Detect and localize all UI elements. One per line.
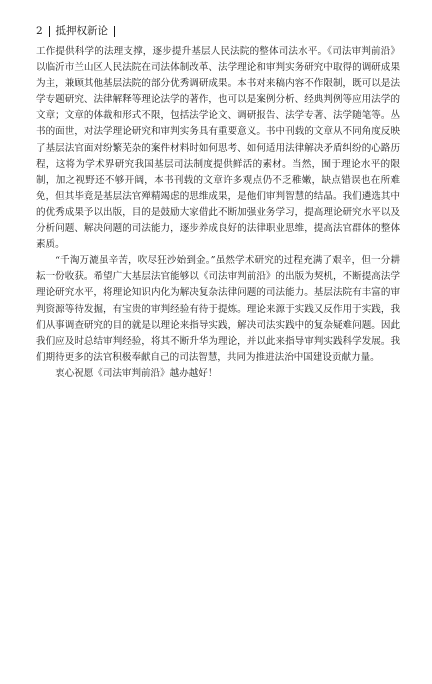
paragraph-closing: 衷心祝愿《司法审判前沿》越办越好！ (55, 367, 218, 379)
page-number: 2 (36, 25, 43, 37)
body-text (36, 44, 400, 382)
paragraph-quote: “千淘万漉虽辛苦，吹尽狂沙始到金。”虽然学术研究的过程充满了艰辛，但一分耕耘一份收获。希望广大基层法官能够以《司法审判前沿》的出版为契机，不断提高法学理论研究水平，将理论知识内化为解决复杂法律问题的司法能力。基层法院有丰富的审判资源等待发掘，有宝贵的审判经验有待于提炼。理论来源于实践又反作用于实践，我们从事调查研究的目的就是以理论来指导实践，解决司法实践中的复杂疑难问题。因此我们应及时总结审判经验，将其不断升华为理论，并以此来指导审判实践科学发展。我们期待更多的法官积极奉献自己的司法智慧，共同为推进法治中国建设贡献力量。 (36, 255, 400, 363)
header-divider-right (114, 26, 115, 37)
running-header (36, 24, 121, 38)
book-title: 抵押权新论 (55, 25, 108, 37)
paragraph-continued: 工作提供科学的法理支撑，逐步提升基层人民法院的整体司法水平。《司法审判前沿》以临沂市兰山区人民法院在司法体制改革、法学理论和审判实务研究中取得的调研成果为主，兼顾其他基层法院的部分优秀调研成果。本书对来稿内容不作限制，既可以是法学专题研究、法律解释等理论法学的著作，也可以是案例分析、经典判例等应用法学的文章；文章的体裁和形式不限，包括法学论文、调研报告、法学专著、法学随笔等。丛书的面世，对法学理论研究和审判实务具有重要意义。书中刊载的文章从不同角度反映了基层法官面对纷繁芜杂的案件材料时如何思考、如何适用法律解决矛盾纠纷的心路历程，这将为学术界研究我国基层司法制度提供鲜活的素材。当然，囿于理论水平的限制，加之视野还不够开阔，本书刊载的文章许多观点仍不乏稚嫩，缺点错误也在所难免，但其毕竟是基层法官殚精竭虑的思维成果，是他们审判智慧的结晶。我们遴选其中的优秀成果予以出版，目的是鼓励大家借此不断加强业务学习，提高理论研究水平以及分析问题、解决问题的司法能力，逐步养成良好的法律职业思维，提高法官群体的整体素质。 (36, 46, 400, 251)
header-divider-left (49, 26, 50, 37)
